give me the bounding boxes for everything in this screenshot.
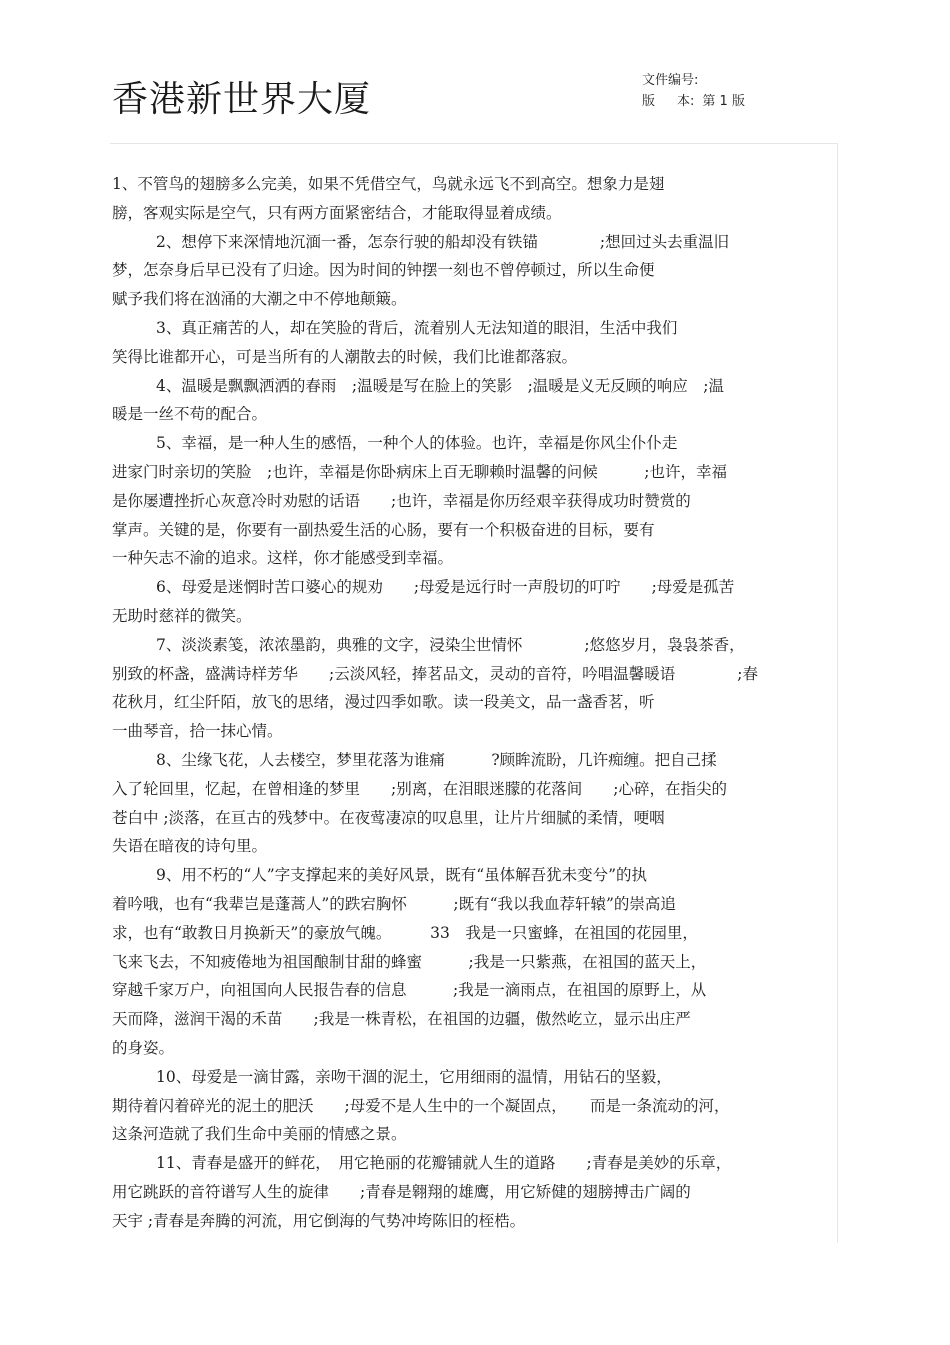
document-meta	[642, 70, 745, 112]
text-line: 4、温暖是飘飘洒洒的春雨 ;温暖是写在脸上的笑影 ;温暖是义无反顾的响应 ;温	[156, 376, 725, 395]
text-line: 求，也有“敢教日月换新天”的豪放气魄。 33 我是一只蜜蜂，在祖国的花园里，	[112, 923, 698, 942]
text-line: 期待着闪着碎光的泥土的肥沃 ;母爱不是人生中的一个凝固点， 而是一条流动的河，	[112, 1096, 730, 1115]
text-line: 11、青春是盛开的鲜花， 用它艳丽的花瓣铺就人生的道路 ;青春是美妙的乐章，	[156, 1154, 732, 1173]
document-title: 香港新世界大厦	[112, 79, 372, 120]
text-line: 花秋月，红尘阡陌，放飞的思绪，漫过四季如歌。读一段美文，品一盏香茗，听	[112, 693, 655, 712]
text-line: 无助时慈祥的微笑。	[112, 606, 252, 625]
text-line: 苍白中 ;淡落，在亘古的残梦中。在夜莺凄凉的叹息里，让片片细腻的柔情，哽咽	[112, 808, 665, 827]
text-line: 10、母爱是一滴甘露，亲吻干涸的泥土，它用细雨的温情，用钻石的坚毅，	[156, 1067, 672, 1086]
text-line: 进家门时亲切的笑脸 ;也许，幸福是你卧病床上百无聊赖时温馨的问候 ;也许，幸福	[112, 462, 727, 481]
file-number-line	[642, 70, 745, 91]
text-line: 这条河造就了我们生命中美丽的情感之景。	[112, 1125, 407, 1144]
text-line: 别致的杯盏，盛满诗样芳华 ;云淡风轻，捧茗品文，灵动的音符，吟唱温馨暖语 ;春	[112, 664, 758, 683]
text-line: 8、尘缘飞花，人去楼空，梦里花落为谁痛 ?顾眸流盼，几许痴缠。把自己揉	[156, 750, 717, 769]
text-line: 一曲琴音，拾一抹心情。	[112, 722, 283, 741]
text-line: 9、用不朽的“人”字支撑起来的美好风景，既有“虽体解吾犹未变兮”的执	[156, 866, 648, 885]
version-label-b: 本:	[677, 94, 695, 109]
text-line: 梦，怎奈身后早已没有了归途。因为时间的钟摆一刻也不曾停顿过，所以生命便	[112, 261, 655, 280]
version-value: 第 1 版	[702, 94, 745, 109]
document-body	[112, 170, 828, 1235]
text-line: 用它跳跃的音符谱写人生的旋律 ;青春是翱翔的雄鹰，用它矫健的翅膀搏击广阔的	[112, 1182, 691, 1201]
text-line: 飞来飞去，不知疲倦地为祖国酿制甘甜的蜂蜜 ;我是一只紫燕，在祖国的蓝天上，	[112, 952, 707, 971]
text-line: 失语在暗夜的诗句里。	[112, 837, 268, 856]
text-line: 是你屡遭挫折心灰意冷时劝慰的话语 ;也许，幸福是你历经艰辛获得成功时赞赏的	[112, 491, 691, 510]
version-label-a: 版	[642, 94, 656, 109]
text-line: 3、真正痛苦的人，却在笑脸的背后，流着别人无法知道的眼泪，生活中我们	[156, 318, 678, 337]
text-line: 6、母爱是迷惘时苦口婆心的规劝 ;母爱是远行时一声殷切的叮咛 ;母爱是孤苦	[156, 578, 735, 597]
text-line: 膀，客观实际是空气，只有两方面紧密结合，才能取得显着成绩。	[112, 203, 562, 222]
text-line: 天而降，滋润干渴的禾苗 ;我是一株青松，在祖国的边疆，傲然屹立，显示出庄严	[112, 1010, 691, 1029]
text-line: 赋予我们将在汹涌的大潮之中不停地颠簸。	[112, 290, 407, 309]
file-number-label: 文件编号:	[642, 73, 699, 88]
text-line: 掌声。关键的是，你要有一副热爱生活的心肠，要有一个积极奋进的目标，要有	[112, 520, 655, 539]
text-line: 7、淡淡素笺，浓浓墨韵，典雅的文字，浸染尘世情怀 ;悠悠岁月，袅袅茶香，	[156, 635, 745, 654]
text-line: 2、想停下来深情地沉湎一番，怎奈行驶的船却没有铁锚 ;想回过头去重温旧	[156, 232, 730, 251]
text-line: 的身姿。	[112, 1038, 175, 1057]
text-line: 1、不管鸟的翅膀多么完美，如果不凭借空气，鸟就永远飞不到高空。想象力是翅	[112, 175, 665, 193]
text-line: 暖是一丝不苟的配合。	[112, 405, 268, 424]
text-line: 一种矢志不渝的追求。这样，你才能感受到幸福。	[112, 549, 454, 568]
text-line: 入了轮回里，忆起，在曾相逢的梦里 ;别离，在泪眼迷朦的花落间 ;心碎，在指尖的	[112, 779, 727, 798]
text-line: 穿越千家万户，向祖国向人民报告春的信息 ;我是一滴雨点，在祖国的原野上，从	[112, 981, 707, 1000]
text-line: 笑得比谁都开心，可是当所有的人潮散去的时候，我们比谁都落寂。	[112, 347, 578, 366]
text-line: 着吟哦，也有“我辈岂是蓬蒿人”的跌宕胸怀 ;既有“我以我血荐轩辕”的崇高追	[112, 894, 676, 913]
version-line	[642, 91, 745, 112]
text-line: 天宇 ;青春是奔腾的河流，用它倒海的气势冲垮陈旧的桎梏。	[112, 1211, 526, 1230]
text-line: 5、幸福，是一种人生的感悟，一种个人的体验。也许，幸福是你风尘仆仆走	[156, 434, 678, 453]
